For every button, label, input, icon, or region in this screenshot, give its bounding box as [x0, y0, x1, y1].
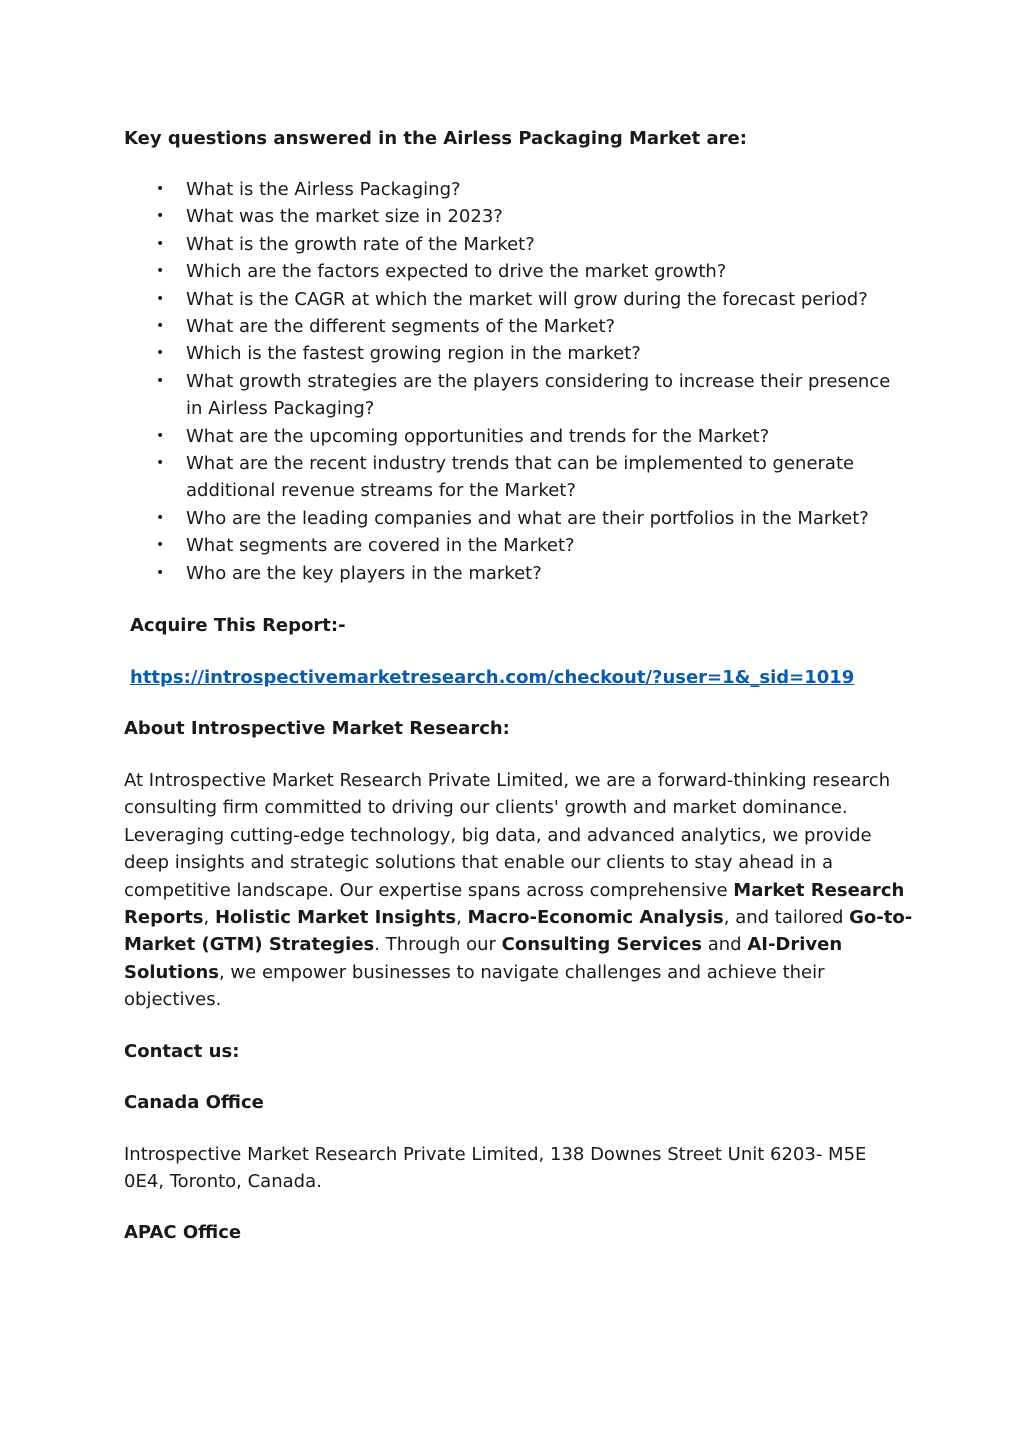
bullet-icon: •	[156, 455, 165, 472]
about-paragraph: At Introspective Market Research Private Limited, we are a forward-thinking research consulting firm committed to driving our clients' growth and market dominance. Leveraging cutting-edge technology, big data, and advanced analytics, we provide deep insights and strategic solutions that enable our clients to stay ahead in a competitive landscape. Our expertise spans across comprehensive Market Research Reports, Holistic Market Insights, Macro-Economic Analysis, and tailored Go-to-Market (GTM) Strategies. Through our Consulting Services and AI-Driven Solutions, we empower businesses to navigate challenges and achieve their objectives.	[124, 770, 913, 1011]
bullet-icon: •	[156, 345, 165, 362]
bullet-icon: •	[156, 235, 165, 252]
about-heading: About Introspective Market Research:	[124, 718, 510, 739]
bold-phrase: Go-to-Market (GTM) Strategies	[124, 907, 913, 956]
list-item: • What is the Airless Packaging?	[124, 176, 904, 203]
bullet-icon: •	[156, 208, 165, 225]
apac-office-heading: APAC Office	[124, 1222, 242, 1243]
bullet-icon: •	[156, 372, 165, 389]
list-item: • What growth strategies are the players considering to increase their presence in Airless Packaging?	[124, 368, 904, 423]
list-item: • What are the different segments of the Market?	[124, 313, 904, 340]
bold-phrase: Macro-Economic Analysis	[467, 907, 724, 929]
acquire-report-heading: Acquire This Report:-	[130, 615, 346, 636]
bullet-icon: •	[156, 263, 165, 280]
bold-phrase: AI-Driven Solutions	[124, 934, 843, 983]
bullet-icon: •	[156, 318, 165, 335]
list-item: • Who are the key players in the market?	[124, 560, 904, 587]
bold-phrase: Holistic Market Insights	[214, 907, 457, 929]
list-item: • Which is the fastest growing region in the market?	[124, 340, 904, 367]
checkout-link[interactable]: https://introspectivemarketresearch.com/checkout/?user=1&_sid=1019	[130, 667, 855, 688]
bullet-icon: •	[156, 509, 165, 526]
bullet-icon: •	[156, 181, 165, 197]
list-item: • Who are the leading companies and what are their portfolios in the Market?	[124, 505, 904, 532]
list-item: • Which are the factors expected to drive the market growth?	[124, 258, 904, 285]
key-questions-heading: Key questions answered in the Airless Packaging Market are:	[124, 128, 747, 149]
bullet-icon: •	[156, 290, 165, 307]
key-questions-list	[124, 176, 904, 587]
bullet-icon: •	[156, 537, 165, 554]
list-item: • What segments are covered in the Market?	[124, 532, 904, 559]
bullet-icon: •	[156, 564, 165, 581]
canada-office-address: Introspective Market Research Private Limited, 138 Downes Street Unit 6203- M5E 0E4, Toronto, Canada.	[124, 1144, 867, 1193]
list-item: • What was the market size in 2023?	[124, 203, 904, 230]
bold-phrase: Market Research Reports	[124, 879, 905, 929]
contact-heading: Contact us:	[124, 1041, 240, 1062]
list-item: • What are the recent industry trends that can be implemented to generate additional revenue streams for the Market?	[124, 450, 904, 505]
list-item: • What are the upcoming opportunities and trends for the Market?	[124, 423, 904, 450]
list-item: • What is the CAGR at which the market will grow during the forecast period?	[124, 286, 904, 313]
canada-office-heading: Canada Office	[124, 1092, 264, 1113]
bullet-icon: •	[156, 427, 165, 444]
bold-phrase: Consulting Services	[501, 934, 703, 956]
list-item: • What is the growth rate of the Market?	[124, 231, 904, 258]
